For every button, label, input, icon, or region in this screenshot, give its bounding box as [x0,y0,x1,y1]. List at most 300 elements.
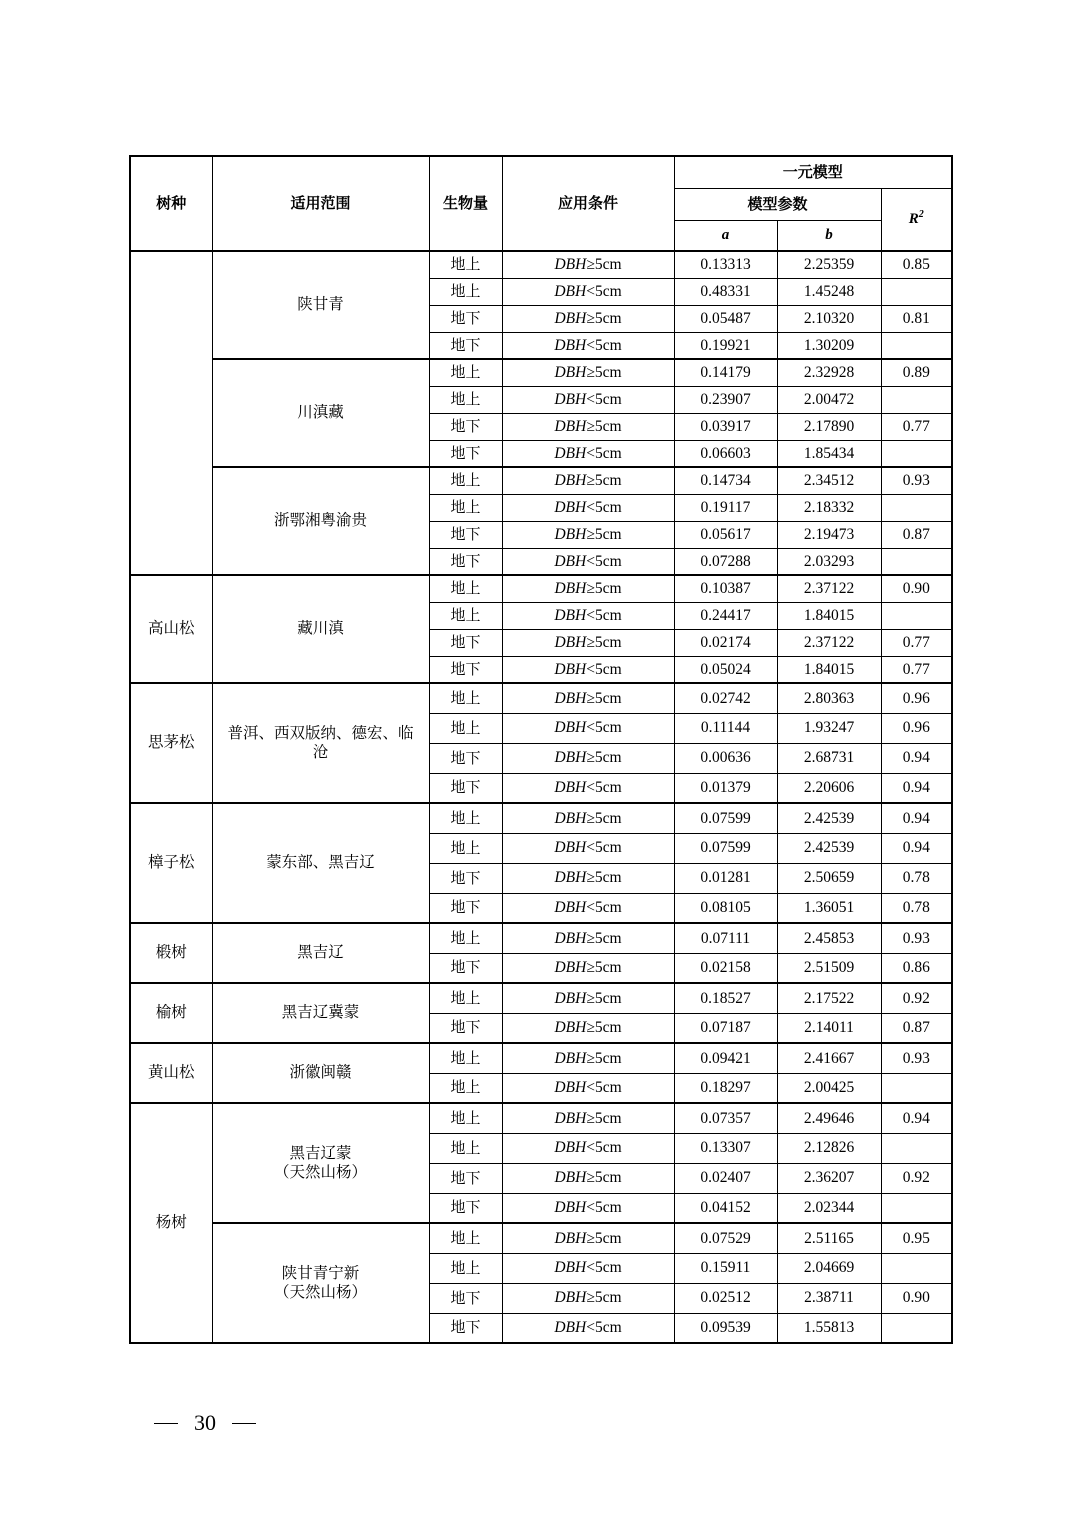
param-a-cell: 0.48331 [674,278,777,305]
condition-cell [502,305,674,332]
biomass-part-cell: 地下 [429,332,502,359]
condition-cell [502,1193,674,1223]
condition-variable: DBH [554,1079,587,1097]
species-group [130,1103,952,1343]
range-cell [212,1103,429,1223]
condition-cell [502,893,674,923]
biomass-part-cell: 地下 [429,305,502,332]
condition-variable: DBH [554,959,587,977]
param-b-cell: 2.19473 [777,521,881,548]
param-b-cell: 2.80363 [777,683,881,713]
param-b-cell: 2.00425 [777,1073,881,1103]
param-r2-cell [881,1313,952,1343]
param-b-cell: 2.45853 [777,923,881,953]
param-a-cell: 0.09421 [674,1043,777,1073]
condition-variable: DBH [554,472,587,490]
condition-threshold: ≥5cm [586,1229,622,1247]
condition-variable: DBH [554,839,587,857]
param-a-cell: 0.07599 [674,833,777,863]
condition-cell [502,548,674,575]
biomass-part-cell: 地下 [429,1163,502,1193]
param-r2-cell [881,386,952,413]
header-model: 一元模型 [674,156,952,188]
biomass-part-cell: 地上 [429,983,502,1013]
range-line: 浙徽闽赣 [289,1063,352,1082]
biomass-part-cell: 地下 [429,1193,502,1223]
param-a-cell: 0.04152 [674,1193,777,1223]
param-b-cell: 1.36051 [777,893,881,923]
param-r2-cell: 0.94 [881,1103,952,1133]
param-r2-cell: 0.96 [881,713,952,743]
biomass-part-cell: 地上 [429,713,502,743]
param-b-cell: 2.12826 [777,1133,881,1163]
param-b-cell: 2.17522 [777,983,881,1013]
biomass-part-cell: 地下 [429,1013,502,1043]
range-cell [212,1043,429,1103]
species-group [130,575,952,683]
species-cell: 榆树 [130,983,212,1043]
biomass-part-cell: 地上 [429,1043,502,1073]
condition-threshold: <5cm [586,839,622,857]
condition-cell [502,467,674,494]
condition-threshold: ≥5cm [586,869,622,887]
param-r2-cell [881,440,952,467]
species-cell: 黄山松 [130,1043,212,1103]
param-b-cell: 2.68731 [777,743,881,773]
condition-cell [502,683,674,713]
condition-variable: DBH [554,1259,587,1277]
param-r2-cell: 0.77 [881,629,952,656]
condition-threshold: <5cm [586,552,622,570]
biomass-part-cell: 地下 [429,440,502,467]
species-group [130,983,952,1043]
biomass-part-cell: 地下 [429,629,502,656]
condition-threshold: ≥5cm [586,1289,622,1307]
param-b-cell: 2.42539 [777,803,881,833]
param-b-cell: 2.36207 [777,1163,881,1193]
param-b-cell: 2.20606 [777,773,881,803]
param-a-cell: 0.08105 [674,893,777,923]
param-r2-cell: 0.94 [881,773,952,803]
param-a-cell: 0.15911 [674,1253,777,1283]
condition-variable: DBH [554,1049,587,1067]
param-a-cell: 0.13307 [674,1133,777,1163]
condition-variable: DBH [554,1169,587,1187]
range-line: 藏川滇 [297,619,344,638]
condition-variable: DBH [554,309,587,327]
param-r2-cell: 0.78 [881,893,952,923]
param-a-cell: 0.07357 [674,1103,777,1133]
condition-variable: DBH [554,869,587,887]
param-r2-cell: 0.94 [881,743,952,773]
condition-cell [502,575,674,602]
condition-threshold: <5cm [586,1139,622,1157]
param-b-cell: 2.02344 [777,1193,881,1223]
range-cell [212,467,429,575]
param-b-cell: 2.49646 [777,1103,881,1133]
condition-cell [502,629,674,656]
condition-cell [502,923,674,953]
param-r2-cell: 0.96 [881,683,952,713]
condition-cell [502,1223,674,1253]
condition-threshold: ≥5cm [586,472,622,490]
condition-variable: DBH [554,1109,587,1127]
table-row [130,1043,952,1073]
condition-variable: DBH [554,336,587,354]
condition-cell [502,773,674,803]
condition-variable: DBH [554,1139,587,1157]
table-row [130,923,952,953]
table-row [130,803,952,833]
param-a-cell: 0.11144 [674,713,777,743]
param-a-cell: 0.07288 [674,548,777,575]
condition-variable: DBH [554,1289,587,1307]
biomass-part-cell: 地上 [429,386,502,413]
condition-cell [502,251,674,278]
param-a-cell: 0.07529 [674,1223,777,1253]
biomass-part-cell: 地上 [429,602,502,629]
range-line: 普洱、西双版纳、德宏、临 [227,723,414,742]
biomass-part-cell: 地下 [429,893,502,923]
param-a-cell: 0.02158 [674,953,777,983]
condition-threshold: <5cm [586,444,622,462]
biomass-part-cell: 地上 [429,494,502,521]
param-r2-cell: 0.87 [881,521,952,548]
param-a-cell: 0.03917 [674,413,777,440]
biomass-part-cell: 地下 [429,413,502,440]
range-line: 浙鄂湘粤渝贵 [273,511,367,530]
param-b-cell: 2.10320 [777,305,881,332]
condition-cell [502,1073,674,1103]
param-a-cell: 0.01379 [674,773,777,803]
param-r2-cell [881,1073,952,1103]
condition-variable: DBH [554,779,587,797]
condition-threshold: <5cm [586,1079,622,1097]
param-r2-cell [881,548,952,575]
condition-variable: DBH [554,256,587,274]
table-row [130,467,952,494]
species-group [130,803,952,923]
condition-threshold: ≥5cm [586,749,622,767]
condition-variable: DBH [554,749,587,767]
param-a-cell: 0.19117 [674,494,777,521]
condition-cell [502,863,674,893]
param-r2-cell: 0.93 [881,467,952,494]
condition-threshold: <5cm [586,1199,622,1217]
condition-variable: DBH [554,660,587,678]
param-b-cell: 1.93247 [777,713,881,743]
param-r2-cell [881,602,952,629]
biomass-part-cell: 地上 [429,1253,502,1283]
param-b-cell: 2.32928 [777,359,881,386]
condition-threshold: ≥5cm [586,309,622,327]
range-line: （天然山杨） [273,1283,367,1301]
range-cell [212,683,429,803]
biomass-part-cell: 地下 [429,743,502,773]
page-number: 30 [194,1410,216,1435]
condition-cell [502,1133,674,1163]
condition-threshold: ≥5cm [586,1049,622,1067]
condition-variable: DBH [554,498,587,516]
condition-variable: DBH [554,525,587,543]
condition-threshold: ≥5cm [586,1019,622,1037]
condition-cell [502,1043,674,1073]
header-species: 树种 [130,156,212,251]
condition-cell [502,332,674,359]
param-b-cell: 1.55813 [777,1313,881,1343]
condition-variable: DBH [554,417,587,435]
param-r2-cell: 0.90 [881,1283,952,1313]
footer-dash-left [154,1423,178,1424]
condition-variable: DBH [554,552,587,570]
species-cell: 杨树 [130,1103,212,1343]
param-a-cell: 0.01281 [674,863,777,893]
table-row [130,683,952,713]
param-a-cell: 0.10387 [674,575,777,602]
biomass-model-table [129,155,953,1344]
param-r2-cell: 0.94 [881,833,952,863]
condition-cell [502,833,674,863]
range-line: 黑吉辽 [297,943,344,962]
header-param-a: a [674,220,777,251]
condition-threshold: ≥5cm [586,1169,622,1187]
range-cell [212,1223,429,1343]
condition-threshold: ≥5cm [586,525,622,543]
species-group [130,1043,952,1103]
condition-cell [502,1103,674,1133]
param-a-cell: 0.02512 [674,1283,777,1313]
condition-variable: DBH [554,633,587,651]
condition-variable: DBH [554,606,587,624]
param-r2-cell [881,278,952,305]
biomass-part-cell: 地上 [429,278,502,305]
condition-threshold: ≥5cm [586,633,622,651]
condition-threshold: ≥5cm [586,417,622,435]
condition-threshold: <5cm [586,719,622,737]
biomass-part-cell: 地上 [429,575,502,602]
condition-threshold: <5cm [586,390,622,408]
range-line: 沧 [312,743,329,761]
table-row [130,1103,952,1133]
range-line: 陕甘青 [297,295,344,314]
param-r2-cell [881,1133,952,1163]
condition-cell [502,413,674,440]
condition-variable: DBH [554,390,587,408]
param-r2-cell: 0.95 [881,1223,952,1253]
param-r2-cell: 0.77 [881,413,952,440]
condition-threshold: <5cm [586,336,622,354]
param-a-cell: 0.02407 [674,1163,777,1193]
header-condition: 应用条件 [502,156,674,251]
header-param-b: b [777,220,881,251]
param-a-cell: 0.05487 [674,305,777,332]
condition-cell [502,602,674,629]
condition-threshold: <5cm [586,779,622,797]
range-cell [212,923,429,983]
condition-cell [502,521,674,548]
biomass-part-cell: 地上 [429,1103,502,1133]
condition-threshold: ≥5cm [586,1109,622,1127]
param-b-cell: 2.51509 [777,953,881,983]
param-a-cell: 0.23907 [674,386,777,413]
condition-variable: DBH [554,989,587,1007]
param-a-cell: 0.14734 [674,467,777,494]
condition-variable: DBH [554,689,587,707]
param-a-cell: 0.02742 [674,683,777,713]
biomass-part-cell: 地上 [429,1133,502,1163]
species-group [130,923,952,983]
header-biomass: 生物量 [429,156,502,251]
condition-threshold: <5cm [586,498,622,516]
table-row [130,983,952,1013]
param-b-cell: 2.51165 [777,1223,881,1253]
param-a-cell: 0.05617 [674,521,777,548]
condition-cell [502,953,674,983]
param-b-cell: 2.25359 [777,251,881,278]
param-b-cell: 1.30209 [777,332,881,359]
condition-variable: DBH [554,1199,587,1217]
species-cell: 思茅松 [130,683,212,803]
header-params: 模型参数 [674,188,881,220]
biomass-part-cell: 地上 [429,683,502,713]
condition-variable: DBH [554,899,587,917]
param-b-cell: 2.14011 [777,1013,881,1043]
condition-cell [502,713,674,743]
param-r2-cell: 0.77 [881,656,952,683]
param-r2-cell: 0.86 [881,953,952,983]
param-b-cell: 1.85434 [777,440,881,467]
param-a-cell: 0.07187 [674,1013,777,1043]
table-row [130,1223,952,1253]
biomass-part-cell: 地下 [429,863,502,893]
range-line: 黑吉辽蒙 [289,1143,352,1162]
condition-threshold: <5cm [586,606,622,624]
condition-variable: DBH [554,282,587,300]
condition-threshold: <5cm [586,282,622,300]
param-a-cell: 0.09539 [674,1313,777,1343]
biomass-part-cell: 地下 [429,1313,502,1343]
biomass-part-cell: 地下 [429,773,502,803]
param-a-cell: 0.18527 [674,983,777,1013]
species-group [130,683,952,803]
range-line: 陕甘青宁新 [281,1263,360,1282]
header-range: 适用范围 [212,156,429,251]
biomass-part-cell: 地下 [429,656,502,683]
condition-cell [502,278,674,305]
biomass-part-cell: 地上 [429,833,502,863]
param-b-cell: 1.84015 [777,602,881,629]
condition-threshold: <5cm [586,899,622,917]
param-r2-cell [881,1253,952,1283]
condition-variable: DBH [554,1229,587,1247]
param-r2-cell [881,332,952,359]
condition-cell [502,1313,674,1343]
param-b-cell: 2.18332 [777,494,881,521]
biomass-model-table-container [129,155,951,1344]
condition-variable: DBH [554,364,587,382]
table-row [130,359,952,386]
param-a-cell: 0.00636 [674,743,777,773]
param-r2-cell: 0.92 [881,983,952,1013]
range-cell [212,359,429,467]
param-a-cell: 0.07111 [674,923,777,953]
param-b-cell: 2.03293 [777,548,881,575]
range-cell [212,983,429,1043]
condition-variable: DBH [554,580,587,598]
species-cell: 高山松 [130,575,212,683]
param-r2-cell: 0.89 [881,359,952,386]
biomass-part-cell: 地上 [429,359,502,386]
param-a-cell: 0.13313 [674,251,777,278]
biomass-part-cell: 地上 [429,467,502,494]
table-row [130,575,952,602]
condition-variable: DBH [554,809,587,827]
param-b-cell: 2.42539 [777,833,881,863]
param-r2-cell: 0.92 [881,1163,952,1193]
param-a-cell: 0.18297 [674,1073,777,1103]
biomass-part-cell: 地上 [429,923,502,953]
condition-threshold: <5cm [586,1319,622,1337]
param-r2-cell: 0.93 [881,1043,952,1073]
species-group [130,251,952,575]
condition-variable: DBH [554,444,587,462]
param-a-cell: 0.07599 [674,803,777,833]
range-line: （天然山杨） [273,1163,367,1181]
param-a-cell: 0.05024 [674,656,777,683]
param-b-cell: 2.50659 [777,863,881,893]
param-a-cell: 0.14179 [674,359,777,386]
param-b-cell: 2.38711 [777,1283,881,1313]
param-r2-cell: 0.85 [881,251,952,278]
condition-threshold: <5cm [586,1259,622,1277]
biomass-part-cell: 地上 [429,1073,502,1103]
condition-cell [502,803,674,833]
param-r2-cell [881,1193,952,1223]
param-r2-cell: 0.81 [881,305,952,332]
biomass-part-cell: 地下 [429,953,502,983]
footer-dash-right [232,1423,256,1424]
param-b-cell: 1.45248 [777,278,881,305]
condition-threshold: ≥5cm [586,689,622,707]
condition-cell [502,743,674,773]
condition-threshold: <5cm [586,660,622,678]
condition-variable: DBH [554,1319,587,1337]
condition-threshold: ≥5cm [586,809,622,827]
param-b-cell: 2.37122 [777,575,881,602]
condition-cell [502,1283,674,1313]
biomass-part-cell: 地下 [429,1283,502,1313]
param-r2-cell: 0.87 [881,1013,952,1043]
condition-variable: DBH [554,719,587,737]
range-line: 川滇藏 [297,403,344,422]
condition-cell [502,1163,674,1193]
condition-cell [502,359,674,386]
condition-cell [502,494,674,521]
range-cell [212,251,429,359]
param-a-cell: 0.02174 [674,629,777,656]
param-r2-cell: 0.93 [881,923,952,953]
param-b-cell: 2.41667 [777,1043,881,1073]
range-line: 黑吉辽冀蒙 [281,1003,360,1022]
param-b-cell: 2.37122 [777,629,881,656]
species-cell [130,251,212,575]
page-footer [138,1410,272,1436]
biomass-part-cell: 地上 [429,251,502,278]
condition-threshold: ≥5cm [586,959,622,977]
header-r2: $R^2$ [881,188,952,251]
biomass-part-cell: 地上 [429,803,502,833]
range-cell [212,575,429,683]
